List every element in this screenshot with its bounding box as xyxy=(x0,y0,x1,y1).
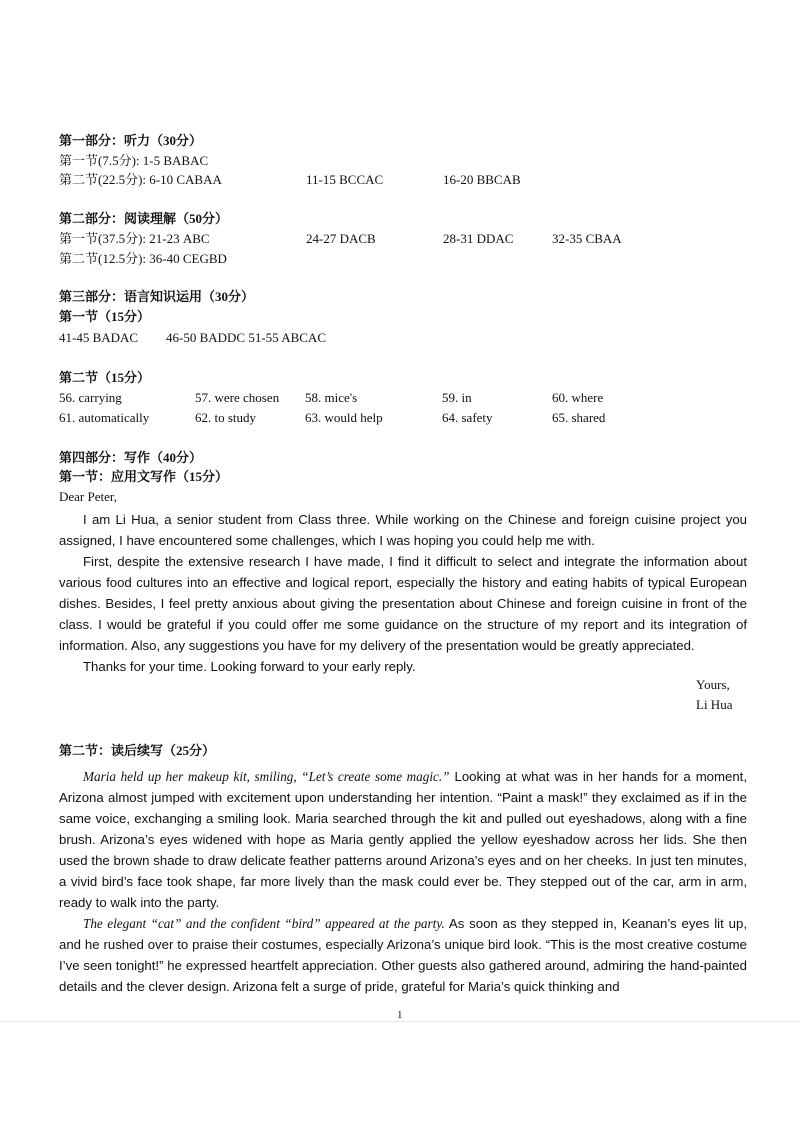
answer-57: 57. were chosen xyxy=(195,390,280,405)
story-paragraph-1-text: Looking at what was in her hands for a moment, Arizona almost jumped with excitement upon understanding her intention. “Paint a mask!” they exclaimed as if in the same voice, exchanging a smiling look. Maria searched through the kit and pulled out eyeshadows, along with a fine brush. Arizona’s eyes widened with hope as Maria gently applied the yellow eyeshadow across her lids. She then used the brown shade to draw delicate feather patterns around Arizona’s eyes and on her cheeks. In just ten minutes, a vivid bird’s face took shape, far more lively than the mask could ever be. They stepped out of the car, arm in arm, ready to walk into the party. xyxy=(59,769,747,910)
continuation-story xyxy=(59,766,747,997)
story-paragraph-2-lead: The elegant “cat” and the confident “bird” appeared at the party. xyxy=(83,916,445,931)
part3-section1-title: 第一节（15分） xyxy=(59,309,151,324)
part2-s1-a: 第一节(37.5分): 21-23 ABC xyxy=(59,231,210,246)
footer-divider xyxy=(0,1021,800,1022)
part3-s1-b: 46-50 BADDC 51-55 ABCAC xyxy=(166,330,326,345)
part2-s1-c: 28-31 DDAC xyxy=(443,231,514,246)
part1-section1: 第一节(7.5分): 1-5 BABAC xyxy=(59,153,209,168)
story-paragraph-2 xyxy=(59,913,747,997)
letter-greeting: Dear Peter, xyxy=(59,489,117,504)
part2-section1 xyxy=(59,229,749,249)
part2-s1-d: 32-35 CBAA xyxy=(552,231,622,246)
answer-60: 60. where xyxy=(552,390,604,405)
part3-section1-answers xyxy=(59,328,749,348)
story-paragraph-1 xyxy=(59,766,747,913)
answer-58: 58. mice's xyxy=(305,390,358,405)
part1-title: 第一部分：听力（30分） xyxy=(59,133,203,148)
letter-paragraph-2: First, despite the extensive research I have made, I find it difficult to select and integrate the information about various food cultures into an effective and logical report, especially the history and eating habits of typical European dishes. Besides, I feel pretty anxious about giving the presentation about Chinese and foreign cuisine in front of the class. I would be grateful if you could offer me some guidance on the structure of my report and its integration of information. Also, any suggestions you have for my delivery of the presentation would be greatly appreciated. xyxy=(59,554,747,653)
letter-closing: Yours, xyxy=(696,677,730,692)
part2-section2: 第二节(12.5分): 36-40 CEGBD xyxy=(59,251,227,266)
part1-s2-a: 第二节(22.5分): 6-10 CABAA xyxy=(59,172,222,187)
letter-paragraph-3: Thanks for your time. Looking forward to your early reply. xyxy=(83,659,416,674)
answer-64: 64. safety xyxy=(442,410,493,425)
part4-section2-title: 第二节：读后续写（25分） xyxy=(59,743,216,758)
part2-s1-b: 24-27 DACB xyxy=(306,231,376,246)
letter-paragraph-1: I am Li Hua, a senior student from Class three. While working on the Chinese and foreign cuisine project you assigned, I have encountered some challenges, which I was hoping you could help me with. xyxy=(59,512,747,548)
part4-section1-title: 第一节：应用文写作（15分） xyxy=(59,469,229,484)
part1-s2-b: 11-15 BCCAC xyxy=(306,172,384,187)
part1-s2-c: 16-20 BBCAB xyxy=(443,172,521,187)
answer-61: 61. automatically xyxy=(59,410,150,425)
part4-title: 第四部分：写作（40分） xyxy=(59,450,203,465)
page-number: 1 xyxy=(397,1009,403,1021)
part3-section2-title: 第二节（15分） xyxy=(59,370,151,385)
part3-s1-a: 41-45 BADAC xyxy=(59,330,139,345)
answer-56: 56. carrying xyxy=(59,390,122,405)
letter-signature: Li Hua xyxy=(696,697,733,712)
story-paragraph-2-text: As soon as they stepped in, Keanan’s eyes lit up, and he rushed over to praise their costumes, especially Arizona’s unique bird look. “This is the most creative costume I’ve seen tonight!” he expressed heartfelt appreciation. Other guests also gathered around, admiring the hand-painted details and the clever design. Arizona felt a surge of pride, grateful for Maria’s quick thinking and xyxy=(59,916,747,994)
answer-62: 62. to study xyxy=(195,410,257,425)
part3-section2-row1 xyxy=(59,388,749,408)
part2-title: 第二部分：阅读理解（50分） xyxy=(59,211,229,226)
story-paragraph-1-lead: Maria held up her makeup kit, smiling, “Let’s create some magic.” xyxy=(83,769,450,784)
answer-63: 63. would help xyxy=(305,410,383,425)
part3-title: 第三部分：语言知识运用（30分） xyxy=(59,289,255,304)
part1-section2 xyxy=(59,170,749,190)
answer-59: 59. in xyxy=(442,390,472,405)
answer-65: 65. shared xyxy=(552,410,606,425)
letter-body xyxy=(59,509,747,677)
part3-section2-row2 xyxy=(59,408,749,428)
